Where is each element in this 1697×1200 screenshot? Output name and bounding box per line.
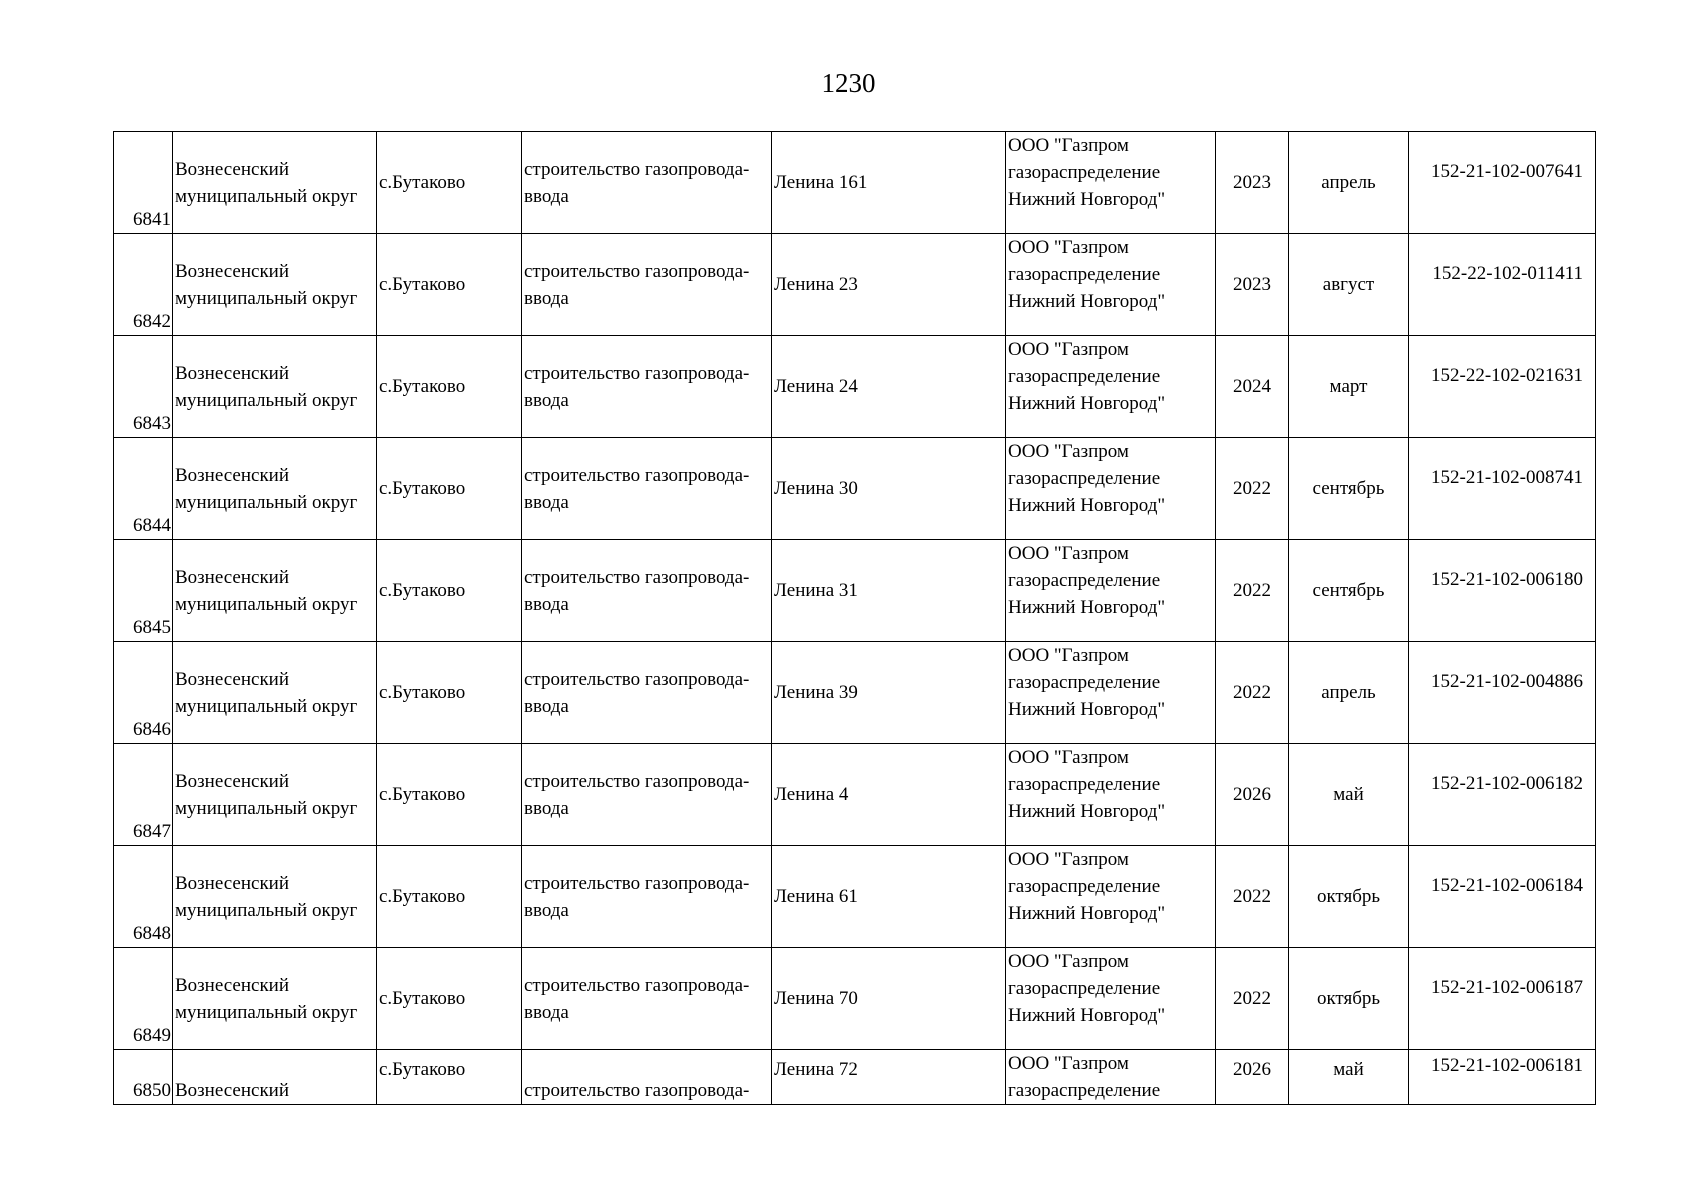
organization-cell-line: ООО "Газпром — [1008, 339, 1129, 360]
district-cell — [173, 846, 377, 948]
organization-cell-line: Нижний Новгород" — [1008, 495, 1166, 516]
district-cell-line: Вознесенский — [175, 260, 290, 282]
month-cell: октябрь — [1289, 948, 1409, 1050]
address-cell: Ленина 30 — [772, 438, 1006, 540]
registry-table — [113, 131, 1596, 1105]
month-cell: октябрь — [1289, 846, 1409, 948]
row-number-cell: 6844 — [114, 438, 173, 540]
district-cell — [173, 438, 377, 540]
address-cell: Ленина 31 — [772, 540, 1006, 642]
work-type-cell-line: строительство газопровода- — [524, 566, 750, 588]
village-cell: с.Бутаково — [377, 540, 522, 642]
district-cell — [173, 540, 377, 642]
row-number-cell: 6847 — [114, 744, 173, 846]
organization-cell — [1006, 132, 1216, 234]
month-cell: март — [1289, 336, 1409, 438]
page-number: 1230 — [821, 68, 876, 98]
organization-cell-line: ООО "Газпром — [1008, 747, 1129, 768]
work-type-cell — [522, 948, 772, 1050]
table-row — [114, 336, 1596, 438]
district-cell-line: муниципальный округ — [175, 1001, 358, 1023]
organization-cell — [1006, 540, 1216, 642]
organization-cell-line: газораспределение — [1008, 468, 1161, 489]
district-cell-line: муниципальный округ — [175, 695, 358, 717]
organization-cell — [1006, 642, 1216, 744]
district-cell — [173, 336, 377, 438]
organization-cell-line: ООО "Газпром — [1008, 645, 1129, 666]
organization-cell-line: газораспределение — [1008, 264, 1161, 285]
address-cell: Ленина 23 — [772, 234, 1006, 336]
organization-cell-line: Нижний Новгород" — [1008, 291, 1166, 312]
organization-cell-line: ООО "Газпром — [1008, 237, 1129, 258]
district-cell-line: Вознесенский — [175, 362, 290, 384]
district-cell-line: муниципальный округ — [175, 899, 358, 921]
district-cell-line: Вознесенский — [175, 872, 290, 894]
code-cell: 152-22-102-011411 — [1409, 234, 1596, 336]
village-cell: с.Бутаково — [377, 336, 522, 438]
year-cell: 2023 — [1216, 132, 1289, 234]
organization-cell — [1006, 438, 1216, 540]
table-body — [114, 132, 1596, 1105]
work-type-cell — [522, 642, 772, 744]
year-cell: 2026 — [1216, 1050, 1289, 1105]
work-type-cell-line: строительство газопровода- — [524, 362, 750, 384]
district-cell — [173, 642, 377, 744]
district-cell-line: Вознесенский — [175, 668, 290, 690]
code-cell: 152-21-102-006181 — [1409, 1050, 1596, 1105]
district-cell — [173, 132, 377, 234]
code-cell: 152-22-102-021631 — [1409, 336, 1596, 438]
district-cell-line: Вознесенский — [175, 464, 290, 486]
district-cell — [173, 234, 377, 336]
work-type-cell-line: ввода — [524, 491, 569, 513]
code-cell: 152-21-102-004886 — [1409, 642, 1596, 744]
work-type-cell-line: ввода — [524, 899, 569, 921]
organization-cell-line: газораспределение — [1008, 570, 1161, 591]
month-cell: апрель — [1289, 132, 1409, 234]
work-type-cell-line: строительство газопровода- — [524, 260, 750, 282]
village-cell: с.Бутаково — [377, 438, 522, 540]
address-cell: Ленина 4 — [772, 744, 1006, 846]
district-cell-line: Вознесенский — [175, 566, 290, 588]
work-type-cell — [522, 438, 772, 540]
village-cell: с.Бутаково — [377, 234, 522, 336]
work-type-cell-line: строительство газопровода- — [524, 770, 750, 792]
address-cell: Ленина 161 — [772, 132, 1006, 234]
district-cell — [173, 948, 377, 1050]
district-cell-line: муниципальный округ — [175, 185, 358, 207]
district-cell — [173, 744, 377, 846]
work-type-cell — [522, 132, 772, 234]
village-cell: с.Бутаково — [377, 1050, 522, 1105]
month-cell: сентябрь — [1289, 438, 1409, 540]
organization-cell — [1006, 948, 1216, 1050]
organization-cell-line: газораспределение — [1008, 162, 1161, 183]
district-cell-line: Вознесенский — [175, 974, 290, 996]
work-type-cell-line: строительство газопровода- — [524, 158, 750, 180]
work-type-cell — [522, 336, 772, 438]
district-cell-line: Вознесенский — [175, 770, 290, 792]
month-cell: апрель — [1289, 642, 1409, 744]
district-cell-line: Вознесенский — [175, 158, 290, 180]
row-number-cell: 6850 — [114, 1050, 173, 1105]
code-cell: 152-21-102-006184 — [1409, 846, 1596, 948]
work-type-cell — [522, 744, 772, 846]
organization-cell-line: ООО "Газпром — [1008, 1053, 1129, 1074]
organization-cell-line: ООО "Газпром — [1008, 543, 1129, 564]
year-cell: 2022 — [1216, 948, 1289, 1050]
organization-cell-line: Нижний Новгород" — [1008, 189, 1166, 210]
row-number-cell: 6849 — [114, 948, 173, 1050]
row-number-cell: 6842 — [114, 234, 173, 336]
work-type-cell — [522, 234, 772, 336]
village-cell: с.Бутаково — [377, 132, 522, 234]
month-cell: сентябрь — [1289, 540, 1409, 642]
work-type-cell-line: строительство газопровода- — [524, 974, 750, 996]
table-row — [114, 540, 1596, 642]
organization-cell-line: газораспределение — [1008, 366, 1161, 387]
address-cell: Ленина 61 — [772, 846, 1006, 948]
organization-cell-line: газораспределение — [1008, 876, 1161, 897]
work-type-cell-line: ввода — [524, 389, 569, 411]
organization-cell-line: газораспределение — [1008, 1080, 1161, 1101]
organization-cell-line: газораспределение — [1008, 672, 1161, 693]
district-cell-line: муниципальный округ — [175, 491, 358, 513]
work-type-cell-line: ввода — [524, 695, 569, 717]
organization-cell — [1006, 744, 1216, 846]
address-cell: Ленина 72 — [772, 1050, 1006, 1105]
table-row — [114, 438, 1596, 540]
year-cell: 2022 — [1216, 438, 1289, 540]
year-cell: 2023 — [1216, 234, 1289, 336]
row-number-cell: 6845 — [114, 540, 173, 642]
work-type-cell-line: строительство газопровода- — [524, 668, 750, 690]
table-row — [114, 1050, 1596, 1105]
row-number-cell: 6841 — [114, 132, 173, 234]
organization-cell-line: газораспределение — [1008, 978, 1161, 999]
organization-cell-line: Нижний Новгород" — [1008, 1005, 1166, 1026]
organization-cell-line: ООО "Газпром — [1008, 441, 1129, 462]
year-cell: 2024 — [1216, 336, 1289, 438]
work-type-cell: строительство газопровода- — [522, 1050, 772, 1105]
district-cell-line: муниципальный округ — [175, 593, 358, 615]
table-row — [114, 948, 1596, 1050]
table-row — [114, 642, 1596, 744]
year-cell: 2022 — [1216, 540, 1289, 642]
row-number-cell: 6843 — [114, 336, 173, 438]
village-cell: с.Бутаково — [377, 642, 522, 744]
month-cell: май — [1289, 1050, 1409, 1105]
code-cell: 152-21-102-006187 — [1409, 948, 1596, 1050]
row-number-cell: 6846 — [114, 642, 173, 744]
work-type-cell-line: ввода — [524, 1001, 569, 1023]
work-type-cell-line: строительство газопровода- — [524, 872, 750, 894]
table-row — [114, 132, 1596, 234]
table-row — [114, 234, 1596, 336]
code-cell: 152-21-102-008741 — [1409, 438, 1596, 540]
row-number-cell: 6848 — [114, 846, 173, 948]
address-cell: Ленина 24 — [772, 336, 1006, 438]
village-cell: с.Бутаково — [377, 948, 522, 1050]
table-row — [114, 744, 1596, 846]
work-type-cell-line: ввода — [524, 593, 569, 615]
organization-cell-line: Нижний Новгород" — [1008, 597, 1166, 618]
village-cell: с.Бутаково — [377, 846, 522, 948]
district-cell: Вознесенский — [173, 1050, 377, 1105]
organization-cell-line: ООО "Газпром — [1008, 849, 1129, 870]
work-type-cell — [522, 540, 772, 642]
code-cell: 152-21-102-006180 — [1409, 540, 1596, 642]
work-type-cell-line: строительство газопровода- — [524, 464, 750, 486]
code-cell: 152-21-102-006182 — [1409, 744, 1596, 846]
organization-cell-line: газораспределение — [1008, 774, 1161, 795]
year-cell: 2022 — [1216, 846, 1289, 948]
district-cell-line: муниципальный округ — [175, 389, 358, 411]
organization-cell-line: Нижний Новгород" — [1008, 393, 1166, 414]
work-type-cell-line: ввода — [524, 287, 569, 309]
organization-cell — [1006, 846, 1216, 948]
year-cell: 2026 — [1216, 744, 1289, 846]
work-type-cell — [522, 846, 772, 948]
organization-cell-line: Нижний Новгород" — [1008, 801, 1166, 822]
village-cell: с.Бутаково — [377, 744, 522, 846]
district-cell-line: муниципальный округ — [175, 797, 358, 819]
month-cell: август — [1289, 234, 1409, 336]
code-cell: 152-21-102-007641 — [1409, 132, 1596, 234]
organization-cell — [1006, 234, 1216, 336]
district-cell-line: муниципальный округ — [175, 287, 358, 309]
address-cell: Ленина 70 — [772, 948, 1006, 1050]
address-cell: Ленина 39 — [772, 642, 1006, 744]
organization-cell — [1006, 1050, 1216, 1105]
table-row — [114, 846, 1596, 948]
year-cell: 2022 — [1216, 642, 1289, 744]
organization-cell-line: Нижний Новгород" — [1008, 903, 1166, 924]
organization-cell — [1006, 336, 1216, 438]
work-type-cell-line: ввода — [524, 797, 569, 819]
organization-cell-line: ООО "Газпром — [1008, 135, 1129, 156]
month-cell: май — [1289, 744, 1409, 846]
work-type-cell-line: ввода — [524, 185, 569, 207]
organization-cell-line: Нижний Новгород" — [1008, 699, 1166, 720]
organization-cell-line: ООО "Газпром — [1008, 951, 1129, 972]
